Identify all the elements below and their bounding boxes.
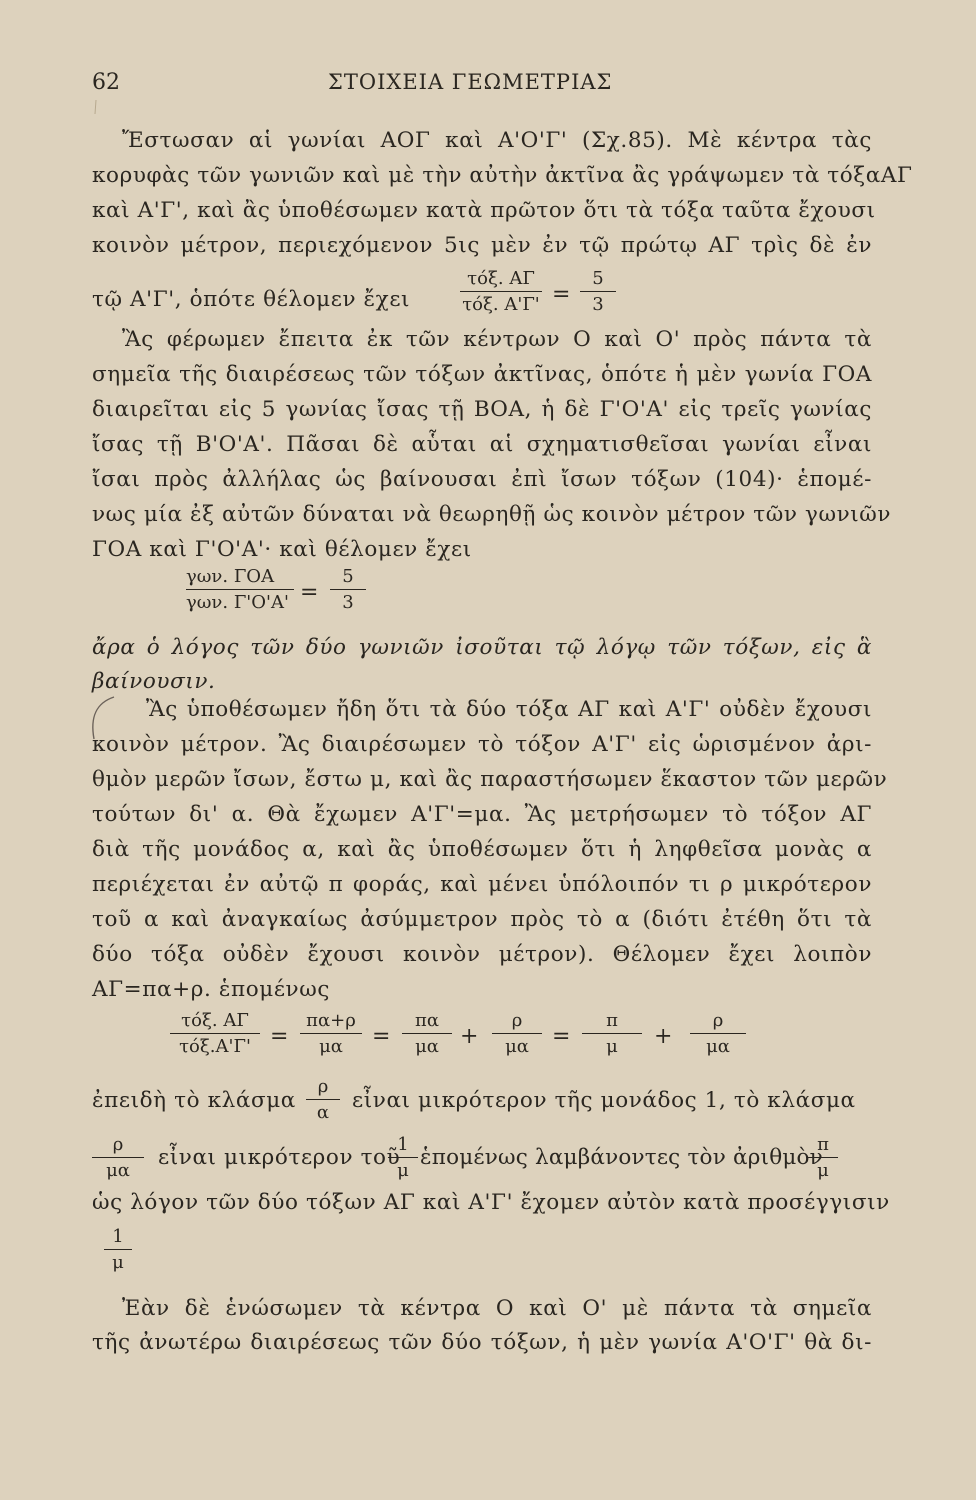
fraction-numerator: ρ (112, 1134, 124, 1155)
fraction-denominator: μ (397, 1160, 409, 1181)
fraction-numerator: 1 (112, 1226, 124, 1247)
eq-fraction-c (402, 1010, 452, 1057)
fraction-denominator: μα (415, 1036, 439, 1057)
fraction-bar (690, 1033, 746, 1034)
eq-fraction-e (582, 1010, 642, 1057)
fraction-numerator: π (606, 1010, 618, 1031)
text-line: κοινὸν μέτρον. Ἂς διαιρέσωμεν τὸ τόξον Α'Γ' εἰς ὡρισμένον ἀρι- (92, 732, 872, 757)
fraction-denominator: 3 (592, 294, 604, 315)
inline-fraction (104, 1226, 132, 1273)
fraction-denominator: μ (112, 1252, 124, 1273)
eq-fraction-f (690, 1010, 746, 1057)
fraction-bar (186, 589, 294, 590)
text-line: περιέχεται ἐν αὐτῷ π φοράς, καὶ μένει ὑπόλοιπόν τι ρ μικρότερον (92, 872, 872, 897)
eq-fraction-b (300, 1010, 362, 1057)
running-title: ΣΤΟΙΧΕΙΑ ΓΕΩΜΕΤΡΙΑΣ (328, 70, 613, 94)
fraction-bar (300, 1033, 362, 1034)
fraction-bar (388, 1157, 418, 1158)
fraction-numerator: 5 (342, 566, 354, 587)
equals-sign: = (552, 282, 571, 307)
fraction-numerator: 5 (592, 268, 604, 289)
text-line: καὶ Α'Γ', καὶ ἂς ὑποθέσωμεν κατὰ πρῶτον ὅτι τὰ τόξα ταῦτα ἔχουσι (92, 198, 876, 223)
text-line: διὰ τῆς μονάδος α, καὶ ἂς ὑποθέσωμεν ὅτι ἡ ληφθεῖσα μονὰς α (92, 837, 872, 862)
eq-fraction-d (492, 1010, 542, 1057)
fraction-numerator: τόξ. ΑΓ (467, 268, 535, 289)
fraction-numerator: ρ (712, 1010, 724, 1031)
fraction-numerator: π (817, 1134, 829, 1155)
text-line: ΓΟΑ καὶ Γ'Ο'Α'· καὶ θέλομεν ἔχει (92, 537, 472, 562)
fraction-bar (170, 1033, 260, 1034)
fraction-bar (580, 291, 616, 292)
text-line: εἶναι μικρότερον τῆς μονάδος 1, τὸ κλάσμα (352, 1088, 856, 1113)
fraction-denominator: α (316, 1102, 330, 1123)
text-line: τούτων δι' α. Θὰ ἔχωμεν Α'Γ'=μα. Ἂς μετρήσωμεν τὸ τόξον ΑΓ (92, 802, 872, 827)
fraction-bar (460, 291, 542, 292)
inline-fraction (388, 1134, 418, 1181)
fraction-bar (306, 1099, 340, 1100)
fraction-arc-ratio (460, 268, 542, 315)
fraction-bar (582, 1033, 642, 1034)
fraction-denominator: γων. Γ'Ο'Α' (186, 592, 289, 613)
fraction-numerator: ρ (317, 1076, 329, 1097)
text-line: εἶναι μικρότερον τοῦ (158, 1145, 401, 1170)
fraction-numerator: γων. ΓΟΑ (186, 566, 275, 587)
equals-sign: = (372, 1024, 391, 1049)
text-line: κορυφὰς τῶν γωνιῶν καὶ μὲ τὴν αὐτὴν ἀκτῖνα ἂς γράψωμεν τὰ τόξαΑΓ (92, 163, 913, 188)
fraction-value (330, 566, 366, 613)
fraction-numerator: ρ (511, 1010, 523, 1031)
fraction-bar (808, 1157, 838, 1158)
fraction-denominator: μ (606, 1036, 618, 1057)
fraction-angle-ratio (186, 566, 294, 613)
text-line: δύο τόξα οὐδὲν ἔχουσι κοινὸν μέτρον). Θέλομεν ἔχει λοιπὸν (92, 942, 872, 967)
text-line: διαιρεῖται εἰς 5 γωνίας ἴσας τῇ ΒΟΑ, ἡ δὲ Γ'Ο'Α' εἰς τρεῖς γωνίας (92, 397, 872, 422)
fraction-bar (104, 1249, 132, 1250)
text-line: τοῦ α καὶ ἀναγκαίως ἀσύμμετρον πρὸς τὸ α (διότι ἐτέθη ὅτι τὰ (92, 907, 872, 932)
text-line: ἑπομένως λαμβάνοντες τὸν ἀριθμὸν (420, 1145, 823, 1170)
fraction-bar (92, 1157, 144, 1158)
fraction-numerator: 1 (397, 1134, 409, 1155)
fraction-denominator: τόξ. Α'Γ' (462, 294, 540, 315)
page-header (92, 70, 882, 100)
inline-fraction (306, 1076, 340, 1123)
text-line: Ἔστωσαν αἱ γωνίαι ΑΟΓ καὶ Α'Ο'Γ' (Σχ.85). Μὲ κέντρα τὰς (122, 128, 872, 153)
fraction-bar (492, 1033, 542, 1034)
plus-sign: + (460, 1024, 479, 1049)
conclusion-line: βαίνουσιν. (92, 669, 216, 694)
equals-sign: = (270, 1024, 289, 1049)
fraction-denominator: 3 (342, 592, 354, 613)
text-line: ἐπειδὴ τὸ κλάσμα (92, 1088, 296, 1113)
text-line: Ἂς φέρωμεν ἔπειτα ἐκ τῶν κέντρων Ο καὶ Ο' πρὸς πάντα τὰ (122, 327, 872, 352)
fraction-bar (330, 589, 366, 590)
fraction-denominator: τόξ.Α'Γ' (179, 1036, 251, 1057)
text-line: θμὸν μερῶν ἴσων, ἔστω μ, καὶ ἂς παραστήσωμεν ἕκαστον τῶν μερῶν (92, 767, 888, 792)
text-line: νως μία ἐξ αὐτῶν δύναται νὰ θεωρηθῇ ὡς κοινὸν μέτρον τῶν γωνιῶν (92, 502, 892, 527)
eq-fraction-a (170, 1010, 260, 1057)
fraction-numerator: πα (415, 1010, 439, 1031)
equals-sign: = (552, 1024, 571, 1049)
pencil-mark-icon (93, 100, 99, 114)
text-line: ἴσας τῇ Β'Ο'Α'. Πᾶσαι δὲ αὗται αἱ σχηματισθεῖσαι γωνίαι εἶναι (92, 432, 872, 457)
equals-sign: = (300, 580, 319, 605)
text-line: σημεῖα τῆς διαιρέσεως τῶν τόξων ἀκτῖνας, ὁπότε ἡ μὲν γωνία ΓΟΑ (92, 362, 872, 387)
inline-fraction (808, 1134, 838, 1181)
fraction-numerator: τόξ. ΑΓ (181, 1010, 249, 1031)
text-line: ΑΓ=πα+ρ. ἑπομένως (92, 977, 330, 1002)
fraction-numerator: πα+ρ (306, 1010, 356, 1031)
text-line: τῷ Α'Γ', ὁπότε θέλομεν ἔχει (92, 287, 411, 312)
fraction-value (580, 268, 616, 315)
text-line: Ἐὰν δὲ ἑνώσωμεν τὰ κέντρα Ο καὶ Ο' μὲ πάντα τὰ σημεῖα (122, 1296, 872, 1321)
fraction-bar (402, 1033, 452, 1034)
fraction-denominator: μα (706, 1036, 730, 1057)
text-line: κοινὸν μέτρον, περιεχόμενον 5ις μὲν ἐν τῷ πρώτῳ ΑΓ τρὶς δὲ ἐν (92, 233, 872, 258)
text-line: Ἂς ὑποθέσωμεν ἤδη ὅτι τὰ δύο τόξα ΑΓ καὶ Α'Γ' οὐδὲν ἔχουσι (146, 697, 872, 722)
fraction-denominator: μ (817, 1160, 829, 1181)
fraction-denominator: μα (505, 1036, 529, 1057)
inline-fraction (92, 1134, 144, 1181)
text-line: ἴσαι πρὸς ἀλλήλας ὡς βαίνουσαι ἐπὶ ἴσων τόξων (104)· ἑπομέ- (92, 467, 872, 492)
fraction-denominator: μα (319, 1036, 343, 1057)
conclusion-line: ἄρα ὁ λόγος τῶν δύο γωνιῶν ἰσοῦται τῷ λόγῳ τῶν τόξων, εἰς ἃ (92, 635, 872, 660)
text-line: ὡς λόγον τῶν δύο τόξων ΑΓ καὶ Α'Γ' ἔχομεν αὐτὸν κατὰ προσέγγισιν (92, 1190, 890, 1215)
fraction-denominator: μα (106, 1160, 130, 1181)
plus-sign: + (654, 1024, 673, 1049)
text-line: τῆς ἀνωτέρω διαιρέσεως τῶν δύο τόξων, ἡ μὲν γωνία Α'Ο'Γ' θὰ δι- (92, 1330, 872, 1355)
page-number: 62 (92, 70, 120, 95)
